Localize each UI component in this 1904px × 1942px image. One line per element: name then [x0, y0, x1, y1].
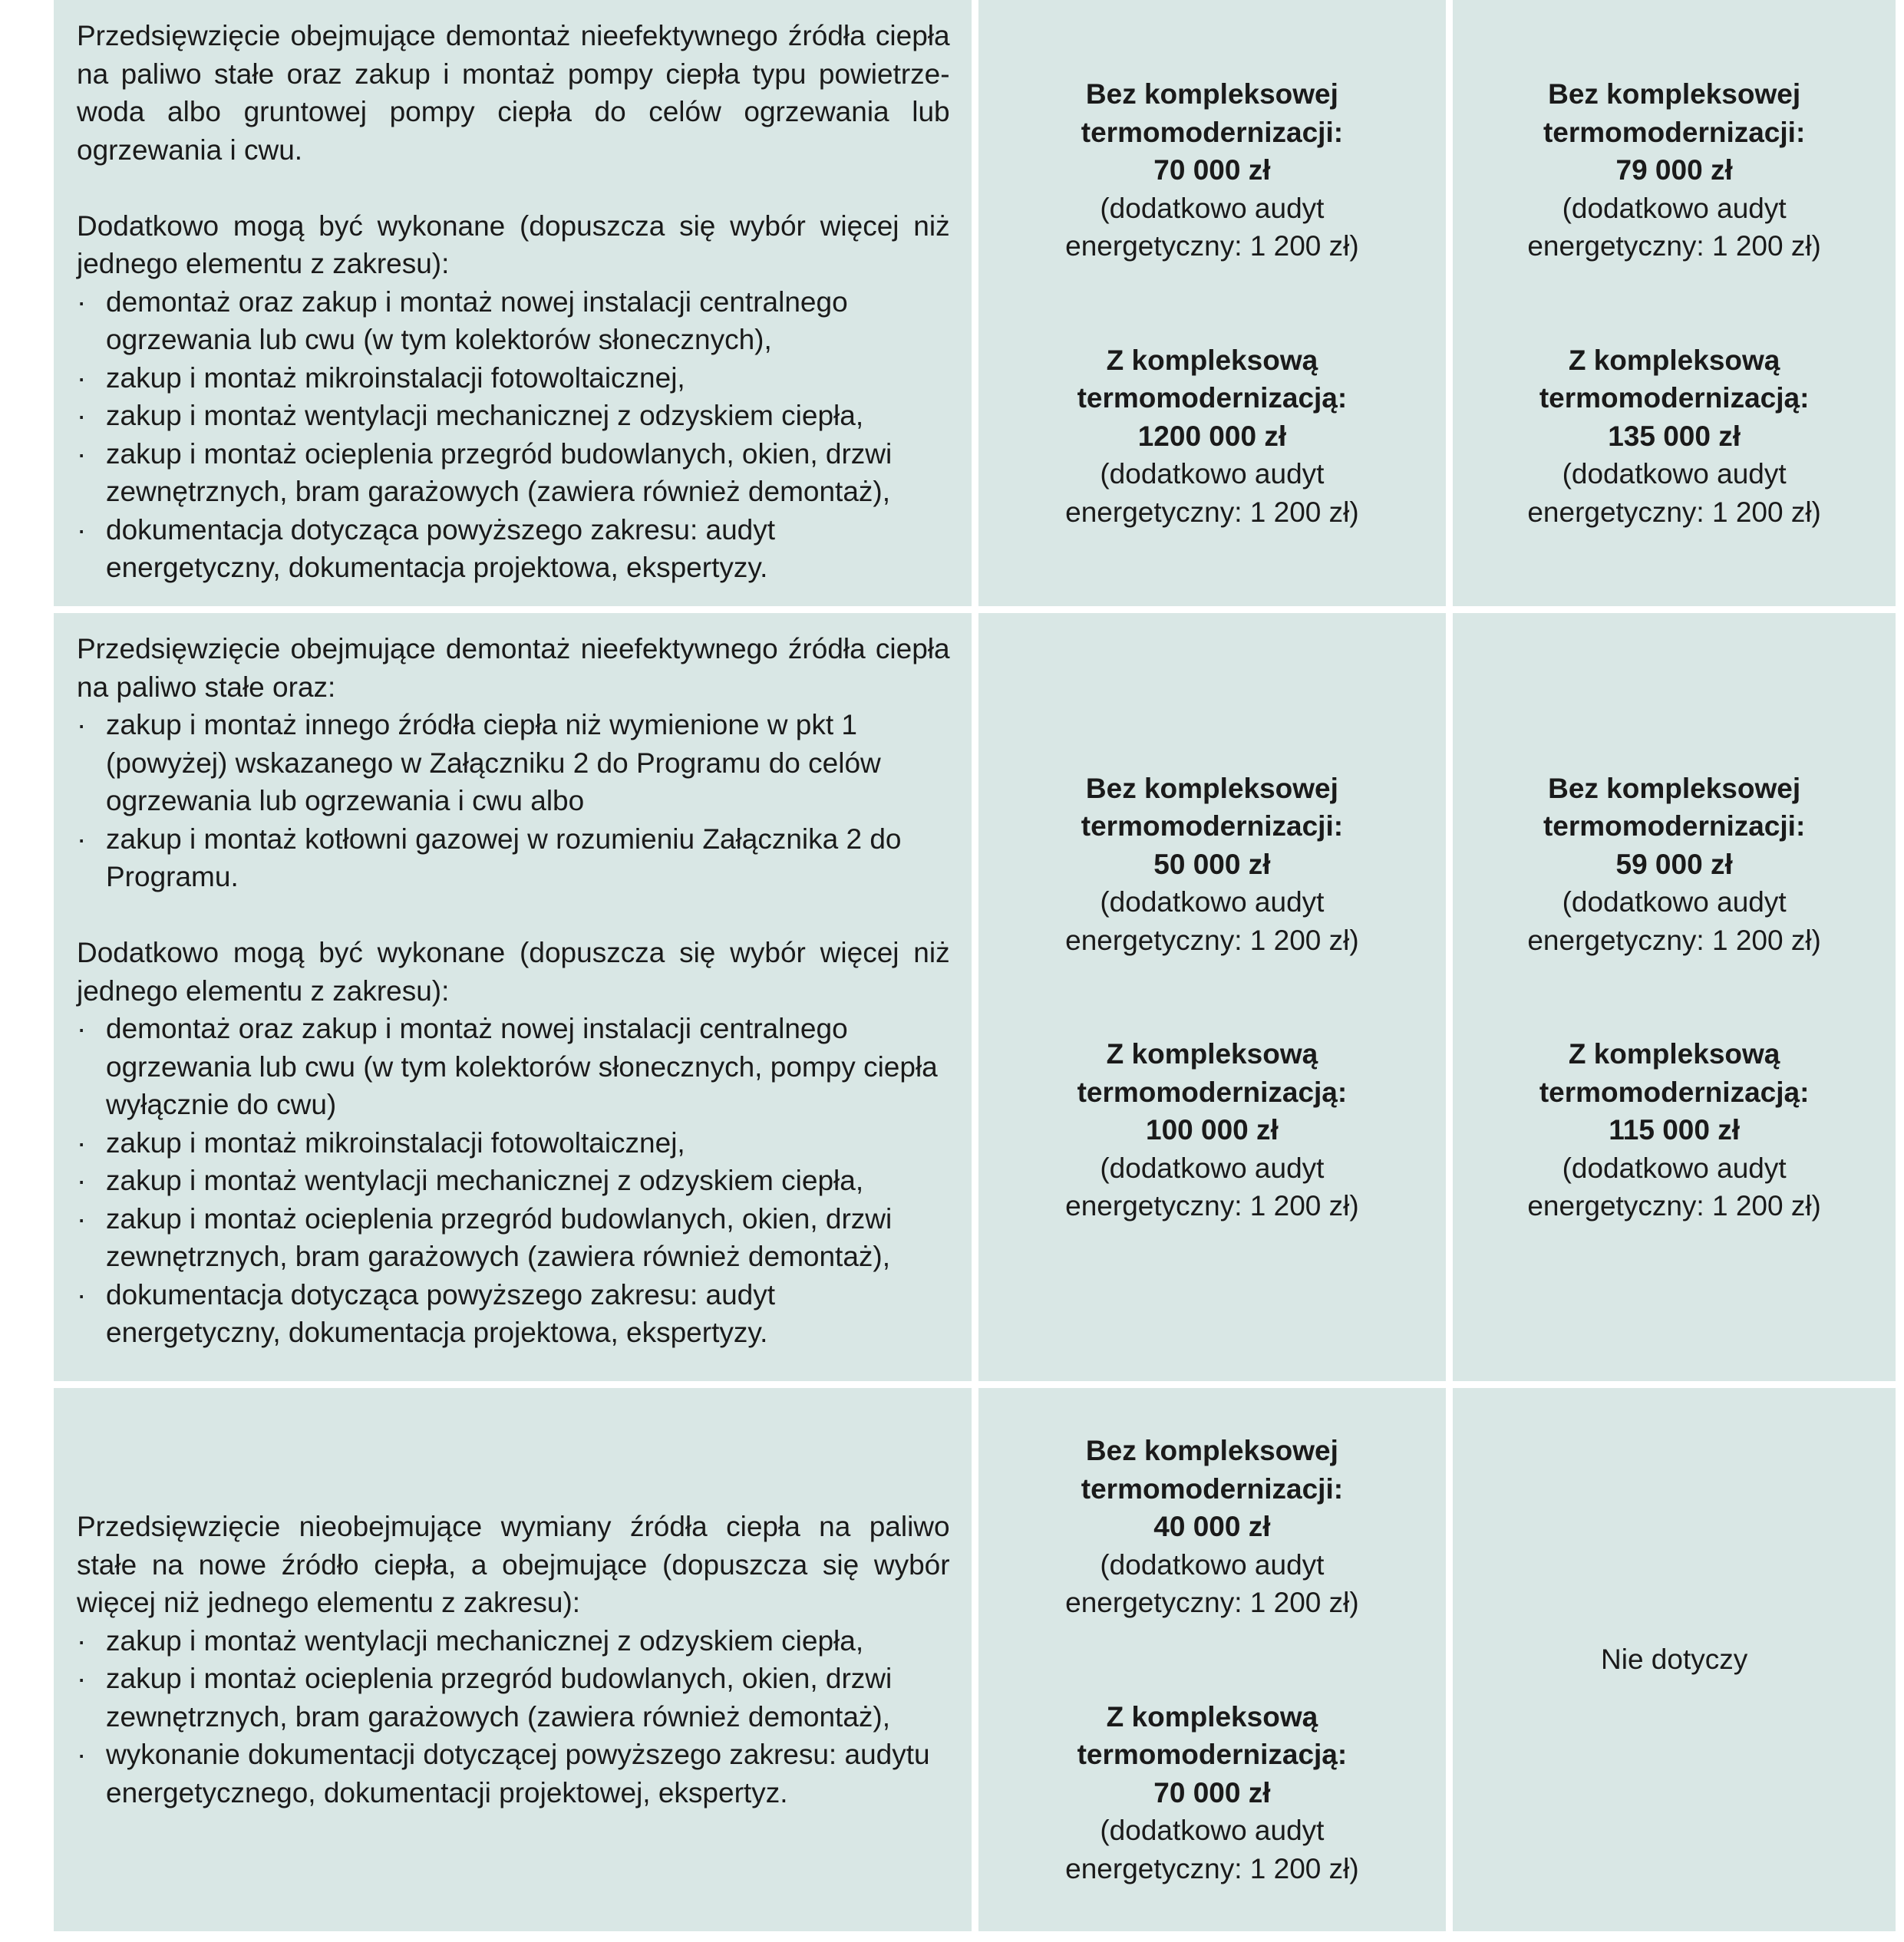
bullet-icon: · — [77, 1202, 87, 1235]
bullet-icon: · — [77, 1013, 87, 1044]
scope-intro-text: Przedsięwzięcie obejmujące demontaż nieefektywnego źródła ciepła na paliwo stałe oraz zakup i montaż pompy ciepła typu powietrze-woda albo gruntowej pompy ciepła do celów ogrzewania lub ogrzewania i cwu. — [77, 20, 950, 166]
bullet-icon: · — [77, 1624, 87, 1657]
amount-value: 1200 000 zł — [1137, 420, 1287, 452]
amount-value: 59 000 zł — [1615, 848, 1733, 880]
scope-description-cell — [54, 0, 972, 606]
amount-value: 40 000 zł — [1153, 1511, 1271, 1542]
amount-without-thermo: Bez kompleksowej termomodernizacji: 40 000 zł (dodatkowo audyt energetyczny: 1 200 zł) — [1065, 1435, 1359, 1618]
bullet-icon: · — [77, 1165, 87, 1196]
amount-without-thermo: Bez kompleksowej termomodernizacji: 59 000 zł (dodatkowo audyt energetyczny: 1 200 zł) — [1527, 772, 1821, 956]
list-item: · zakup i montaż ocieplenia przegród budowlanych, okien, drzwi zewnętrznych, bram garażowych (zawiera również demontaż), — [77, 435, 950, 511]
scope-description-cell — [54, 613, 972, 1381]
scope-description-cell — [54, 1388, 972, 1931]
list-item: · dokumentacja dotycząca powyższego zakresu: audyt energetyczny, dokumentacja projektowa, ekspertyzy. — [77, 1276, 950, 1352]
list-item: · zakup i montaż wentylacji mechanicznej z odzyskiem ciepła, — [77, 397, 950, 435]
scope-intro-text: Przedsięwzięcie obejmujące demontaż nieefektywnego źródła ciepła na paliwo stałe oraz: — [77, 633, 950, 703]
amount-value: 70 000 zł — [1153, 1776, 1271, 1808]
bullet-icon: · — [77, 823, 87, 855]
amount-with-thermo: Z kompleksową termomodernizacją: 1200 000 zł (dodatkowo audyt energetyczny: 1 200 zł) — [1065, 344, 1359, 528]
amount-value: 70 000 zł — [1153, 154, 1271, 186]
amount-without-thermo: Bez kompleksowej termomodernizacji: 70 000 zł (dodatkowo audyt energetyczny: 1 200 zł) — [1065, 78, 1359, 262]
bullet-icon: · — [77, 285, 87, 318]
bullet-icon: · — [77, 1739, 87, 1770]
max-grant-cell-increased — [1453, 613, 1896, 1381]
bullet-icon: · — [77, 361, 87, 394]
table-row — [54, 0, 1896, 606]
not-applicable-text: Nie dotyczy — [1601, 1644, 1748, 1676]
list-item: · zakup i montaż mikroinstalacji fotowoltaicznej, — [77, 1124, 950, 1162]
table-row — [54, 613, 1896, 1381]
bullet-icon: · — [77, 1663, 87, 1694]
max-grant-cell-standard — [978, 613, 1447, 1381]
list-item: · zakup i montaż kotłowni gazowej w rozumieniu Załącznika 2 do Programu. — [77, 820, 950, 896]
amount-with-thermo: Z kompleksową termomodernizacją: 100 000 zł (dodatkowo audyt energetyczny: 1 200 zł) — [1065, 1038, 1359, 1222]
bullet-icon: · — [77, 437, 87, 470]
list-item: · demontaż oraz zakup i montaż nowej instalacji centralnego ogrzewania lub cwu (w tym kolektorów słonecznych), — [77, 283, 950, 359]
list-item: · zakup i montaż wentylacji mechanicznej z odzyskiem ciepła, — [77, 1622, 950, 1660]
funding-table — [54, 0, 1896, 1938]
amount-without-thermo: Bez kompleksowej termomodernizacji: 79 000 zł (dodatkowo audyt energetyczny: 1 200 zł) — [1527, 78, 1821, 262]
amount-with-thermo: Z kompleksową termomodernizacją: 70 000 zł (dodatkowo audyt energetyczny: 1 200 zł) — [1065, 1700, 1359, 1884]
amount-with-thermo: Z kompleksową termomodernizacją: 115 000 zł (dodatkowo audyt energetyczny: 1 200 zł) — [1527, 1038, 1821, 1222]
list-item: · zakup i montaż wentylacji mechanicznej z odzyskiem ciepła, — [77, 1162, 950, 1200]
amount-value: 79 000 zł — [1615, 154, 1733, 186]
bullet-icon: · — [77, 709, 87, 740]
list-item: · zakup i montaż ocieplenia przegród budowlanych, okien, drzwi zewnętrznych, bram garażowych (zawiera również demontaż), — [77, 1200, 950, 1276]
max-grant-cell-standard — [978, 0, 1447, 606]
table-row — [54, 1388, 1896, 1931]
amount-with-thermo: Z kompleksową termomodernizacją: 135 000 zł (dodatkowo audyt energetyczny: 1 200 zł) — [1527, 344, 1821, 528]
scope-intro-text: Przedsięwzięcie nieobejmujące wymiany źródła ciepła na paliwo stałe na nowe źródło ciepła, a obejmujące (dopuszcza się wybór więcej niż jednego elementu z zakresu): — [77, 1511, 950, 1618]
amount-value: 50 000 zł — [1153, 848, 1271, 880]
list-item: · demontaż oraz zakup i montaż nowej instalacji centralnego ogrzewania lub cwu (w tym kolektorów słonecznych, pompy ciepła wyłącznie do cwu) — [77, 1010, 950, 1124]
bullet-icon: · — [77, 1278, 87, 1311]
additional-scope-intro: Dodatkowo mogą być wykonane (dopuszcza się wybór więcej niż jednego elementu z zakresu): — [77, 937, 950, 1007]
amount-without-thermo: Bez kompleksowej termomodernizacji: 50 000 zł (dodatkowo audyt energetyczny: 1 200 zł) — [1065, 772, 1359, 956]
list-item: · zakup i montaż innego źródła ciepła niż wymienione w pkt 1 (powyżej) wskazanego w Załączniku 2 do Programu do celów ogrzewania lub ogrzewania i cwu albo — [77, 706, 950, 820]
amount-value: 115 000 zł — [1609, 1114, 1740, 1146]
bullet-icon: · — [77, 513, 87, 546]
amount-value: 100 000 zł — [1146, 1114, 1279, 1146]
list-item: · wykonanie dokumentacji dotyczącej powyższego zakresu: audytu energetycznego, dokumentacji projektowej, ekspertyz. — [77, 1736, 950, 1812]
list-item: · zakup i montaż ocieplenia przegród budowlanych, okien, drzwi zewnętrznych, bram garażowych (zawiera również demontaż), — [77, 1660, 950, 1736]
max-grant-cell-standard — [978, 1388, 1447, 1931]
amount-value: 135 000 zł — [1608, 420, 1741, 452]
bullet-icon: · — [77, 1126, 87, 1159]
list-item: · dokumentacja dotycząca powyższego zakresu: audyt energetyczny, dokumentacja projektowa, ekspertyzy. — [77, 511, 950, 587]
max-grant-cell-increased — [1453, 1388, 1896, 1931]
bullet-icon: · — [77, 400, 87, 431]
additional-scope-intro: Dodatkowo mogą być wykonane (dopuszcza się wybór więcej niż jednego elementu z zakresu): — [77, 209, 950, 279]
list-item: · zakup i montaż mikroinstalacji fotowoltaicznej, — [77, 359, 950, 397]
max-grant-cell-increased — [1453, 0, 1896, 606]
